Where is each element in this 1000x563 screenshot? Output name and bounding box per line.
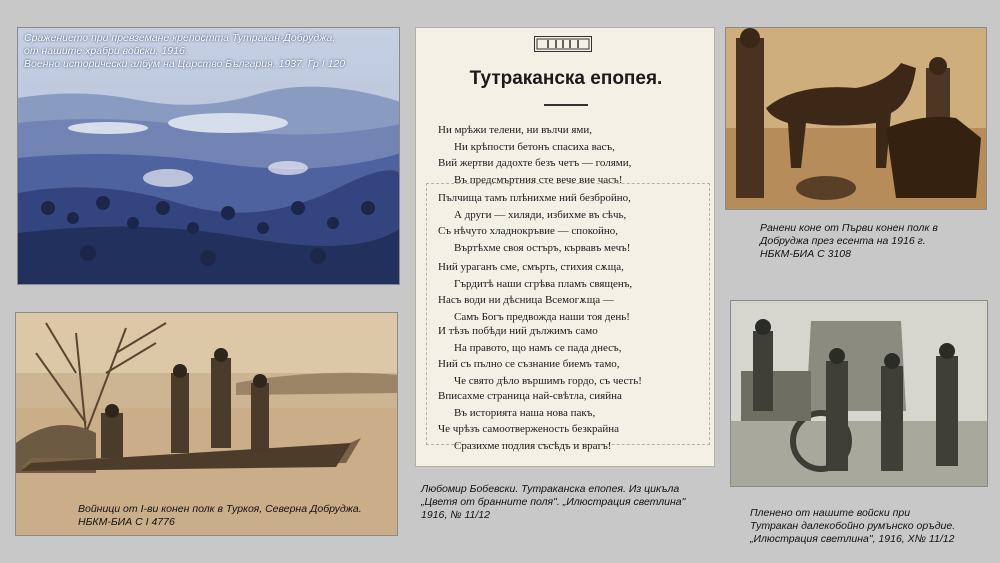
poem-title: Тутраканска епопея. bbox=[469, 68, 663, 89]
horses-photo bbox=[725, 27, 987, 210]
poem-stanza-3: Ний ураганъ сме, смърть, стихия сѫща, Гърдитѣ наши сгрѣва пламъ священъ, Насъ води ни дѣсница Всемогѫща — Самъ Богъ предвожда наши тоя день! bbox=[438, 261, 633, 323]
title-divider bbox=[544, 104, 588, 106]
poem-stanza-1: Ни мрѣжи телени, ни вълчи ями, Ни крѣпости бетонъ спасиха васъ, Вий жертви дадохте безъ четъ — голями, Въ предсмъртния сте вече вие часъ! bbox=[438, 124, 632, 186]
poem-stanza-5: Вписахме страница най-свѣтла, сияйна Въ историята наша нова пакъ, Че чрѣзъ самоотверженость безкрайна Сразихме подлия съсѣдъ и врагъ! bbox=[438, 390, 622, 452]
battle-caption: Сражението при превземане крепостта Тутракан-Добруджа, от нашите храбри войски, 1916. Военно исторически албум на Царство България, 1937, Гр I 120 bbox=[24, 32, 346, 70]
cannon-caption: Пленено от нашите войски при Тутракан далекобойно румънско оръдие. „Илюстрация светлина", 1916, Х№ 11/12 bbox=[750, 507, 956, 545]
ornament-icon bbox=[534, 36, 592, 52]
horses-caption: Ранени коне от Първи конен полк в Добруджа през есента на 1916 г. НБКМ-БИА С 3108 bbox=[760, 222, 938, 260]
boat-photo bbox=[15, 312, 398, 536]
cannon-scene-image bbox=[731, 301, 988, 487]
cannon-photo bbox=[730, 300, 988, 487]
poem-stanza-4: И тѣзъ побѣди ний дължимъ само На правото, що намъ се пада днесъ, Ний съ пълно се съзнание биемъ тамо, Че свято дѣло вършимъ гордо, съ честь! bbox=[438, 325, 642, 387]
battle-illustration bbox=[17, 27, 400, 285]
poem-caption: Любомир Бобевски. Тутраканска епопея. Из цикъла „Цветя от бранните поля". „Илюстрация светлина" 1916, № 11/12 bbox=[421, 483, 686, 521]
poem-page bbox=[415, 27, 715, 467]
boat-caption: Войници от I-ви конен полк в Туркоя, Северна Добруджа. НБКМ-БИА С I 4776 bbox=[78, 503, 362, 528]
poem-stanza-2: Пълчища тамъ плѣнихме ний безбройно, А други — хиляди, избихме въ сѣчь, Съ нѣчуто хладнокръвие — спокойно, Въртѣхме своя остъръ, кървавъ мечъ! bbox=[438, 192, 631, 254]
horses-scene-image bbox=[726, 28, 987, 210]
